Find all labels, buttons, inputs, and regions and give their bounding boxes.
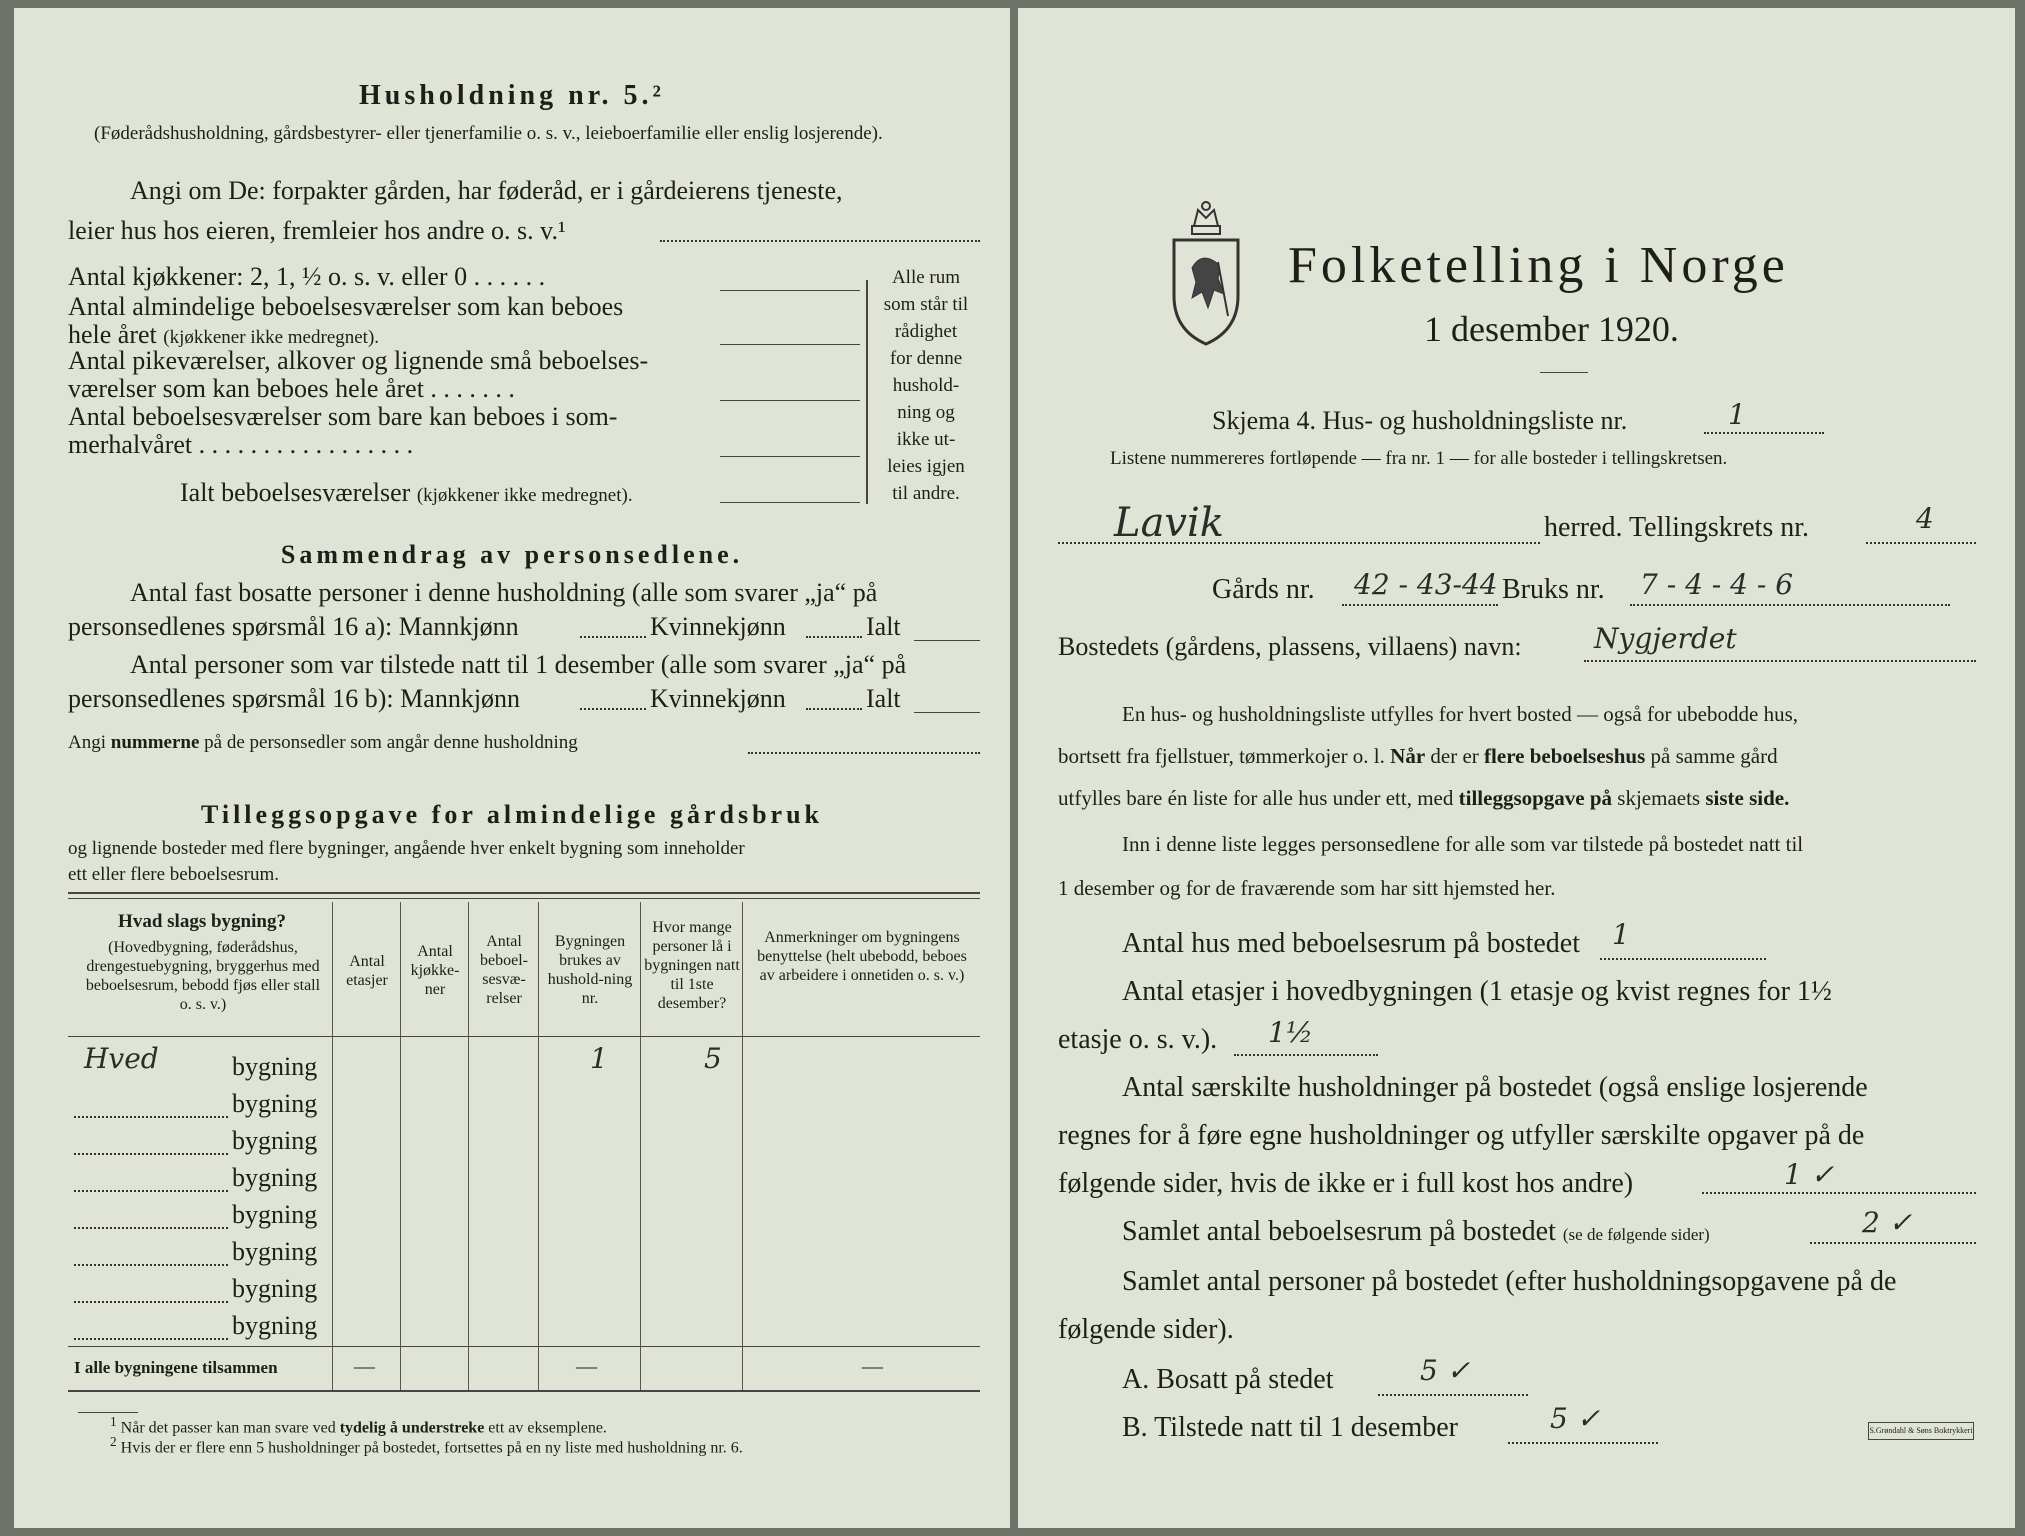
footnote-2	[110, 1434, 743, 1457]
saerskilte-line1: Antal særskilte husholdninger på bostedet (også enslige losjerende	[1122, 1072, 1868, 1103]
almindelige-answer-line	[720, 344, 860, 345]
tilstede-mann-dots	[580, 708, 646, 710]
row-label: bygning	[232, 1052, 318, 1081]
fn2-mark: 2	[110, 1434, 117, 1449]
angi-line1: Angi om De: forpakter gården, har føderåd, er i gårdeierens tjeneste,	[130, 176, 843, 205]
row-label: bygning	[232, 1089, 318, 1118]
col-hvad-title: Hvad slags bygning?	[118, 911, 286, 932]
fn1-pre: Når det passer kan man svare ved	[120, 1419, 340, 1437]
fn1-bold: tydelig å understreke	[339, 1419, 485, 1437]
bosatt-label: A. Bosatt på stedet	[1122, 1364, 1334, 1395]
nummerne-line	[68, 732, 578, 754]
ialt-line	[180, 478, 633, 508]
brace-note-line: ning og	[897, 402, 955, 423]
row1-brukes: 1	[590, 1042, 608, 1075]
tilstede-ialt-line	[914, 712, 980, 713]
almindelige-note: (kjøkkener ikke medregnet).	[163, 327, 380, 348]
angi-line2: leier hus hos eieren, fremleier hos andre o. s. v.¹	[68, 216, 566, 245]
row1-personer: 5	[704, 1042, 722, 1075]
col-brukes: Bygningen brukes av hushold-ning nr.	[547, 933, 633, 1007]
tillegg-title: Tilleggsopgave for almindelige gårdsbruk	[200, 800, 824, 829]
table-bottom-rule	[68, 1390, 980, 1392]
table-col-line	[640, 902, 641, 1390]
col-etasjer: Antal etasjer	[346, 953, 388, 989]
nummerne-dots	[748, 752, 980, 754]
right-page	[1018, 8, 2015, 1528]
brace-note-line: hushold-	[892, 375, 960, 396]
pike-line1: Antal pikeværelser, alkover og lignende små beboelses-	[68, 346, 649, 375]
bruks-dots	[1630, 604, 1950, 606]
nummerne-bold: nummerne	[110, 732, 200, 753]
total-etasjer: —	[354, 1354, 375, 1378]
total-label: I alle bygningene tilsammen	[74, 1358, 278, 1377]
kjokkener-answer-line	[720, 290, 860, 291]
gards-label: Gårds nr.	[1212, 574, 1315, 605]
kjokkener-line: Antal kjøkkener: 2, 1, ½ o. s. v. eller 0 . . . . . .	[68, 262, 546, 291]
left-page	[14, 8, 1010, 1528]
tilstede-line2: personsedlenes spørsmål 16 b): Mannkjønn	[68, 684, 521, 713]
nummerne-pre: Angi	[68, 732, 111, 753]
tilstede-line1: Antal personer som var tilstede natt til 1 desember (alle som svarer „ja“ på	[130, 650, 907, 679]
col-anm: Anmerkninger om bygningens benyttelse (helt ubebodd, beboes av arbeidere i onnetiden o. s. v.)	[757, 929, 967, 984]
fast-line1: Antal fast bosatte personer i denne husholdning (alle som svarer „ja“ på	[130, 578, 878, 607]
form-title: Folketelling i Norge	[1288, 237, 1789, 294]
antal-hus-label: Antal hus med beboelsesrum på bostedet	[1122, 928, 1581, 959]
herred-value: Lavik	[1114, 500, 1225, 546]
col-personer: Hvor mange personer lå i bygningen natt til 1ste desember?	[644, 919, 740, 1012]
angi-dotted-line	[660, 240, 980, 242]
sammendrag-title: Sammendrag av personsedlene.	[280, 540, 744, 569]
bosatt-value: 5 ✓	[1420, 1354, 1471, 1387]
col-kjokkener: Antal kjøkke-ner	[410, 943, 460, 998]
krets-value: 4	[1916, 502, 1934, 535]
household-subtitle: (Føderådshusholdning, gårdsbestyrer- eller tjenerfamilie o. s. v., leieboerfamilie eller enslig losjerende).	[94, 123, 883, 144]
row-dots	[74, 1116, 228, 1118]
nummerne-post: på de personsedler som angår denne husholdning	[199, 732, 578, 753]
brace-note-line: for denne	[889, 348, 963, 369]
para1-l3-b: tilleggsopgave på	[1458, 786, 1613, 810]
saerskilte-value: 1 ✓	[1784, 1158, 1835, 1191]
bostedet-value: Nygjerdet	[1594, 622, 1737, 655]
para1-line3	[1058, 786, 1789, 811]
form-date: 1 desember 1920.	[1424, 309, 1679, 349]
fn1-post: ett av eksemplene.	[484, 1419, 607, 1437]
bruks-value: 7 - 4 - 4 - 6	[1640, 568, 1794, 601]
bostedet-dots	[1584, 660, 1976, 662]
etasjer-line1: Antal etasjer i hovedbygningen (1 etasje og kvist regnes for 1½	[1122, 976, 1832, 1007]
para1-l3-d: siste side.	[1705, 786, 1790, 810]
row-label: bygning	[232, 1311, 318, 1340]
row-dots	[74, 1301, 228, 1303]
table-total-rule	[68, 1346, 980, 1347]
fast-mann-dots	[580, 636, 646, 638]
tilstede-value: 5 ✓	[1550, 1402, 1601, 1435]
table-col-line	[400, 902, 401, 1390]
ialt-answer-line	[720, 502, 860, 503]
row-dots	[74, 1190, 228, 1192]
tilstede-kvinne-dots	[806, 708, 862, 710]
para1-line1: En hus- og husholdningsliste utfylles for hvert bosted — også for ubebodde hus,	[1122, 702, 1798, 726]
brace-note-line: rådighet	[894, 321, 958, 342]
samlet-pers-line2: følgende sider).	[1058, 1314, 1234, 1345]
footnote-rule	[78, 1412, 138, 1413]
row-dots	[74, 1264, 228, 1266]
brace-note-line: leies igjen	[887, 456, 965, 477]
fn1-mark: 1	[110, 1414, 117, 1429]
brace-note-line: som står til	[883, 294, 969, 315]
sommer-answer-line	[720, 456, 860, 457]
para2-line1: Inn i denne liste legges personsedlene for alle som var tilstede på bostedet natt til	[1122, 832, 1804, 856]
printer-stamp: S.Grøndahl & Søns Boktrykkeri	[1868, 1422, 1974, 1440]
tillegg-sub1: og lignende bosteder med flere bygninger, angående hver enkelt bygning som inneholder	[68, 838, 745, 859]
row-label: bygning	[232, 1237, 318, 1266]
brace	[866, 280, 868, 504]
brace-note-line: ikke ut-	[896, 429, 956, 450]
brace-note	[876, 264, 976, 507]
pike-line2: værelser som kan beboes hele året . . . . . . .	[68, 374, 515, 403]
ialt-text: Ialt beboelsesværelser	[180, 478, 411, 507]
table-col-line	[538, 902, 539, 1390]
etasjer-dots	[1234, 1054, 1378, 1056]
samlet-rum-text: Samlet antal beboelsesrum på bostedet	[1122, 1216, 1556, 1247]
para1-l3-a: utfylles bare én liste for alle hus under ett, med	[1058, 786, 1459, 810]
fast-kvinne-dots	[806, 636, 862, 638]
herred-dots	[1058, 542, 1540, 544]
tilstede-label: B. Tilstede natt til 1 desember	[1122, 1412, 1458, 1443]
samlet-rum-value: 2 ✓	[1862, 1206, 1913, 1239]
table-col-line	[332, 902, 333, 1390]
samlet-pers-line1: Samlet antal personer på bostedet (efter husholdningsopgavene på de	[1122, 1266, 1897, 1297]
row1-handwritten: Hved	[84, 1042, 159, 1075]
almindelige-line1: Antal almindelige beboelsesværelser som kan beboes	[68, 292, 624, 321]
tillegg-sub2: ett eller flere beboelsesrum.	[68, 864, 280, 885]
antal-hus-dots	[1600, 958, 1766, 960]
para2-line2: 1 desember og for de fraværende som har sitt hjemsted her.	[1058, 876, 1556, 900]
row-label: bygning	[232, 1126, 318, 1155]
fast-line2: personsedlenes spørsmål 16 a): Mannkjønn	[68, 612, 519, 641]
para1-l3-c: skjemaets	[1612, 786, 1706, 810]
almindelige-text: hele året	[68, 320, 157, 349]
listene-note: Listene nummereres fortløpende — fra nr. 1 — for alle bosteder i tellingskretsen.	[1110, 448, 1728, 469]
norway-coat-of-arms-icon	[1164, 198, 1248, 348]
bosatt-dots	[1378, 1394, 1528, 1396]
para1-line2	[1058, 744, 1778, 769]
row-dots	[74, 1338, 228, 1340]
bruks-label: Bruks nr.	[1502, 574, 1605, 605]
row-dots	[74, 1227, 228, 1229]
table-top-rule-2	[68, 898, 980, 899]
total-anm: —	[862, 1354, 883, 1378]
skjema-dots	[1704, 432, 1824, 434]
table-col-line	[742, 902, 743, 1390]
etasjer-line2: etasje o. s. v.).	[1058, 1024, 1218, 1055]
sommer-line1: Antal beboelsesværelser som bare kan beboes i som-	[68, 402, 618, 431]
ialt-note: (kjøkkener ikke medregnet).	[416, 485, 633, 506]
col-beboelses: Antal beboel-sesvæ-relser	[480, 933, 528, 1007]
saerskilte-line3: følgende sider, hvis de ikke er i full kost hos andre)	[1058, 1168, 1634, 1199]
antal-hus-value: 1	[1612, 918, 1630, 951]
title-rule	[1540, 372, 1588, 373]
table-col-line	[468, 902, 469, 1390]
sommer-line2: merhalvåret . . . . . . . . . . . . . . . . .	[68, 430, 414, 459]
para1-l2-b: Når	[1390, 744, 1426, 768]
col-hvad-note: (Hovedbygning, føderådshus, drengestuebygning, bryggerhus med beboelsesrum, bebodd fjøs eller stall o. s. v.)	[85, 939, 321, 1013]
herred-label: herred. Tellingskrets nr.	[1544, 512, 1810, 543]
tilstede-dots	[1508, 1442, 1658, 1444]
fast-kvinne-label: Kvinnekjønn	[650, 612, 786, 641]
saerskilte-dots	[1702, 1192, 1976, 1194]
pike-answer-line	[720, 400, 860, 401]
table-top-rule	[68, 892, 980, 894]
row-label: bygning	[232, 1274, 318, 1303]
krets-dots	[1866, 542, 1976, 544]
row-dots	[74, 1153, 228, 1155]
household-title: Husholdning nr. 5.²	[359, 80, 665, 111]
row-label: bygning	[232, 1163, 318, 1192]
samlet-rum-line	[1122, 1216, 1710, 1248]
para1-l2-c: der er	[1425, 744, 1485, 768]
para1-l2-a: bortsett fra fjellstuer, tømmerkojer o. l.	[1058, 744, 1391, 768]
gards-value: 42 - 43-44	[1354, 568, 1498, 601]
para1-l2-d: flere beboelseshus	[1484, 744, 1646, 768]
gards-dots	[1342, 604, 1498, 606]
table-header-rule	[68, 1036, 980, 1037]
etasjer-value: 1½	[1268, 1016, 1313, 1049]
samlet-rum-note: (se de følgende sider)	[1562, 1225, 1710, 1244]
para1-l2-e: på samme gård	[1645, 744, 1778, 768]
fast-ialt-label: Ialt	[866, 612, 901, 641]
tilstede-ialt-label: Ialt	[866, 684, 901, 713]
samlet-rum-dots	[1810, 1242, 1976, 1244]
brace-note-line: Alle rum	[891, 267, 961, 288]
brace-note-line: til andre.	[892, 483, 960, 504]
skjema-line: Skjema 4. Hus- og husholdningsliste nr.	[1212, 406, 1628, 435]
saerskilte-line2: regnes for å føre egne husholdninger og utfyller særskilte opgaver på de	[1058, 1120, 1865, 1151]
tilstede-kvinne-label: Kvinnekjønn	[650, 684, 786, 713]
fast-ialt-line	[914, 640, 980, 641]
skjema-value: 1	[1728, 398, 1746, 431]
total-brukes: —	[576, 1354, 597, 1378]
fn2-text: Hvis der er flere enn 5 husholdninger på bostedet, fortsettes på en ny liste med husholdning nr. 6.	[120, 1439, 743, 1457]
row-label: bygning	[232, 1200, 318, 1229]
bostedet-label: Bostedets (gårdens, plassens, villaens) navn:	[1058, 632, 1522, 661]
